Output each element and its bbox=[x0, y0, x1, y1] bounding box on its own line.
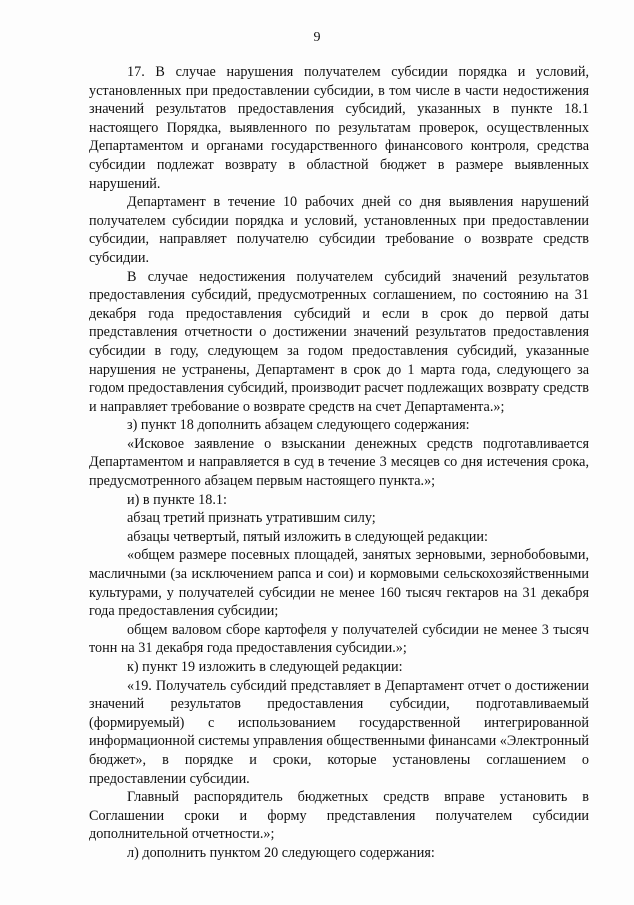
paragraph-17: 17. В случае нарушения получателем субсидии порядка и условий, установленных при предоставлении субсидии, в том числе в части недостижения значений результатов предоставления субсидий, указанных в пункте 18.1 настоящего Порядка, выявленного по результатам проверок, осуществленных Департаментом и органами государственного финансового контроля, средства субсидии подлежат возврату в областной бюджет в размере выявленных нарушений. bbox=[89, 64, 589, 192]
paragraph-k: к) пункт 19 изложить в следующей редакции: bbox=[127, 659, 403, 675]
paragraph-sown-area: «общем размере посевных площадей, занятых зерновыми, зернобобовыми, масличными (за исключением рапса и сои) и кормовыми сельскохозяйственными культурами, у получателей субсидии не менее 160 тысяч гектаров на 31 декабря года предоставления субсидии; bbox=[89, 547, 589, 620]
paragraph-third-void: абзац третий признать утратившим силу; bbox=[127, 510, 376, 527]
paragraph-chief-manager: Главный распорядитель бюджетных средств вправе установить в Соглашении сроки и форму представления получателем субсидии дополнительной отчетности.»; bbox=[89, 789, 589, 843]
paragraph-lawsuit: «Исковое заявление о взыскании денежных средств подготавливается Департаментом и направляется в суд в течение 3 месяцев со дня истечения срока, предусмотренного абзацем первым настоящего пункта.»; bbox=[89, 435, 589, 490]
paragraph-19: «19. Получатель субсидий представляет в Департамент отчет о достижении значений результатов предоставления субсидии, подготавливаемый (формируемый) с использованием государственной интегрированной информационной системы управления общественными финансами «Электронный бюджет», в порядке и сроки, которые установлены соглашением о предоставлении субсидии. bbox=[89, 677, 589, 787]
page-number: 9 bbox=[313, 30, 321, 45]
paragraph-potato-harvest: общем валовом сборе картофеля у получателей субсидии не менее 3 тысяч тонн на 31 декабря года предоставления субсидии.»; bbox=[89, 621, 589, 657]
paragraph-fourth-fifth: абзацы четвертый, пятый изложить в следующей редакции: bbox=[127, 528, 488, 545]
paragraph-z: з) пункт 18 дополнить абзацем следующего содержания: bbox=[127, 417, 470, 434]
paragraph-i: и) в пункте 18.1: bbox=[127, 491, 227, 508]
paragraph-l: л) дополнить пунктом 20 следующего содержания: bbox=[127, 844, 435, 861]
document-body bbox=[89, 63, 589, 863]
paragraph-department-notice: Департамент в течение 10 рабочих дней со дня выявления нарушений получателем субсидии порядка и условий, установленных при предоставлении субсидии, направляет получателю субсидии требование о возврате средств субсидии. bbox=[89, 194, 589, 266]
paragraph-non-achievement: В случае недостижения получателем субсидий значений результатов предоставления субсидий, предусмотренных соглашением, по состоянию на 31 декабря года предоставления субсидий и если в срок до первой даты представления отчетности о достижении значений результатов предоставления субсидии в году, следующем за годом предоставления субсидий, указанные нарушения не устранены, Департамент в срок до 1 марта года, следующего за годом предоставления субсидий, производит расчет подлежащих возврату средств и направляет требование о возврате средств на счет Департамента.»; bbox=[89, 268, 589, 415]
